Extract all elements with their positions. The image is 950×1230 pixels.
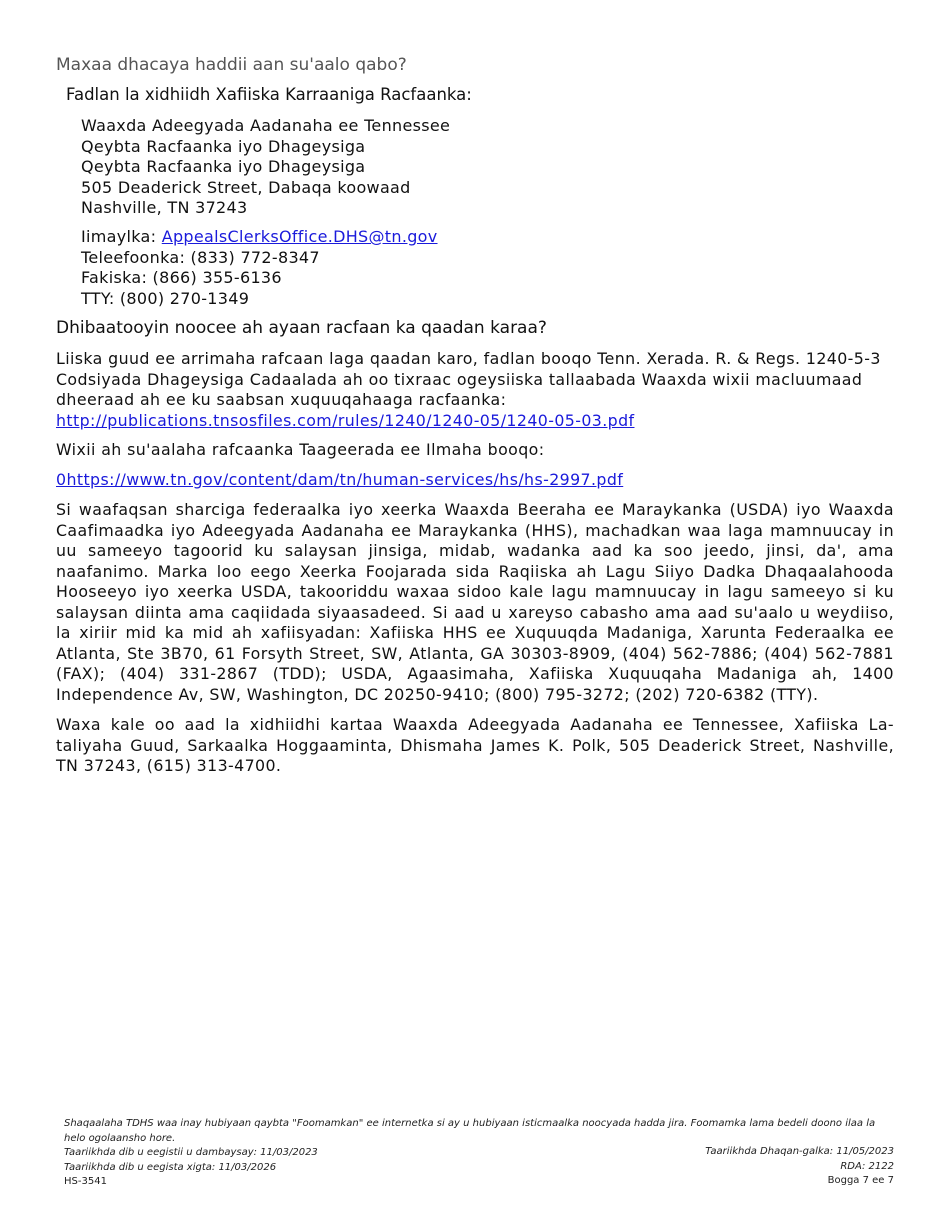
appeal-issues-heading: Dhibaatooyin noocee ah ayaan racfaan ka qaadan karaa? — [56, 318, 547, 338]
phone-line: Teleefoonka: (833) 772-8347 — [81, 247, 320, 267]
tty-line: TTY: (800) 270-1349 — [81, 288, 250, 308]
address-line: Qeybta Racfaanka iyo Dhageysiga — [81, 136, 366, 156]
email-label: Iimaylka: — [81, 227, 162, 246]
address-line: 505 Deaderick Street, Dabaqa koowaad — [81, 177, 411, 197]
questions-heading: Maxaa dhacaya haddii aan su'aalo qabo? — [56, 55, 407, 75]
general-counsel-paragraph: Waxa kale oo aad la xidhiidhi kartaa Waaxda Adeegyada Aadanaha ee Tennessee, Xafiiska La-taliyaha Guud, Sarkaalka Hoggaaminta, Dhismaha James K. Polk, 505 Deaderick Street, Nashville, TN 37243, (615) 313-4700. — [56, 715, 894, 775]
footer-next-review: Taariikhda dib u eegista xigta: 11/03/2026 — [64, 1161, 277, 1173]
footer-notice: Shaqaalaha TDHS waa inay hubiyaan qaybta "Foomamkan" ee internetka si ay u hubiyaan isticmaalka noocyada hadda jira. Foomamka lama bedeli doono ilaa la helo ogolaansho hore. — [64, 1118, 876, 1144]
form-number: HS-3541 — [64, 1176, 107, 1187]
appeal-rules-paragraph — [56, 349, 894, 431]
address-line: Qeybta Racfaanka iyo Dhageysiga — [81, 157, 366, 176]
contact-instruction: Fadlan la xidhiidh Xafiiska Karraaniga Racfaanka: — [66, 85, 472, 104]
implementation-date: Taariikhda Dhaqan-galka: 11/05/2023 — [705, 1146, 894, 1157]
address-line: Nashville, TN 37243 — [81, 198, 248, 217]
child-support-link-line — [56, 470, 894, 491]
child-support-paragraph: Wixii ah su'aalaha rafcaanka Taageerada ee Ilmaha booqo: — [56, 440, 545, 459]
email-row — [81, 227, 438, 248]
contact-details — [81, 227, 438, 309]
appeal-rules-text: Liiska guud ee arrimaha rafcaan laga qaadan karo, fadlan booqo Tenn. Xerada. R. & Regs. 1240-5-3 Codsiyada Dhageysiga Cadaalada ah oo tixraac ogeysiiska tallaabada Waaxda wixii macluumaad dheeraad ah ee ku saabsan xuquuqahaaga racfaanka: — [56, 349, 881, 409]
rda-number: RDA: 2122 — [840, 1160, 894, 1172]
email-link[interactable]: AppealsClerksOffice.DHS@tn.gov — [161, 227, 438, 246]
page-number: Bogga 7 ee 7 — [827, 1175, 894, 1186]
rules-link[interactable]: http://publications.tnsosfiles.com/rules/1240/1240-05/1240-05-03.pdf — [56, 410, 635, 430]
appeals-address-block — [81, 116, 450, 219]
footer-right — [705, 1145, 894, 1189]
fax-line: Fakiska: (866) 355-6136 — [81, 268, 282, 287]
address-line: Waaxda Adeegyada Aadanaha ee Tennessee — [81, 116, 451, 135]
footer-review-date: Taariikhda dib u eegistii u dambaysay: 11/03/2023 — [64, 1147, 318, 1158]
child-support-link[interactable]: 0https://www.tn.gov/content/dam/tn/human-services/hs/hs-2997.pdf — [56, 470, 624, 489]
nondiscrimination-paragraph: Si waafaqsan sharciga federaalka iyo xeerka Waaxda Beeraha ee Maraykanka (USDA) iyo Waaxda Caafimaadka iyo Adeegyada Aadanaha ee Maraykanka (HHS), machadkan waa laga mamnuucay in uu sameeyo tagoorid ku salaysan jinsiga, midab, wadanka aad ka soo jeedo, jinsi, da', ama naafanimo. Marka loo eego Xeerka Foojarada sida Raqiiska ah Lagu Siiyo Dadka Dhaqaalahooda Hooseeyo iyo xeerka USDA, takooriddu waxaa sidoo kale lagu mamnuucay in lagu sameeyo si ku salaysan diinta ama caqiidada siyaasadeed. Si aad u xareyso cabasho ama aad su'aalo u weydiiso, la xiriir mid ka mid ah xafiisyadan: Xafiiska HHS ee Xuquuqda Madaniga, Xarunta Federaalka ee Atlanta, Ste 3B70, 61 Forsyth Street, SW, Atlanta, GA 30303-8909, (404) 562-7886; (404) 562-7881 (FAX); (404) 331-2867 (TDD); USDA, Agaasimaha, Xafiiska Xuquuqaha Madaniga ah, 1400 Independence Av, SW, Washington, DC 20250-9410; (800) 795-3272; (202) 720-6382 (TTY). — [56, 500, 894, 704]
